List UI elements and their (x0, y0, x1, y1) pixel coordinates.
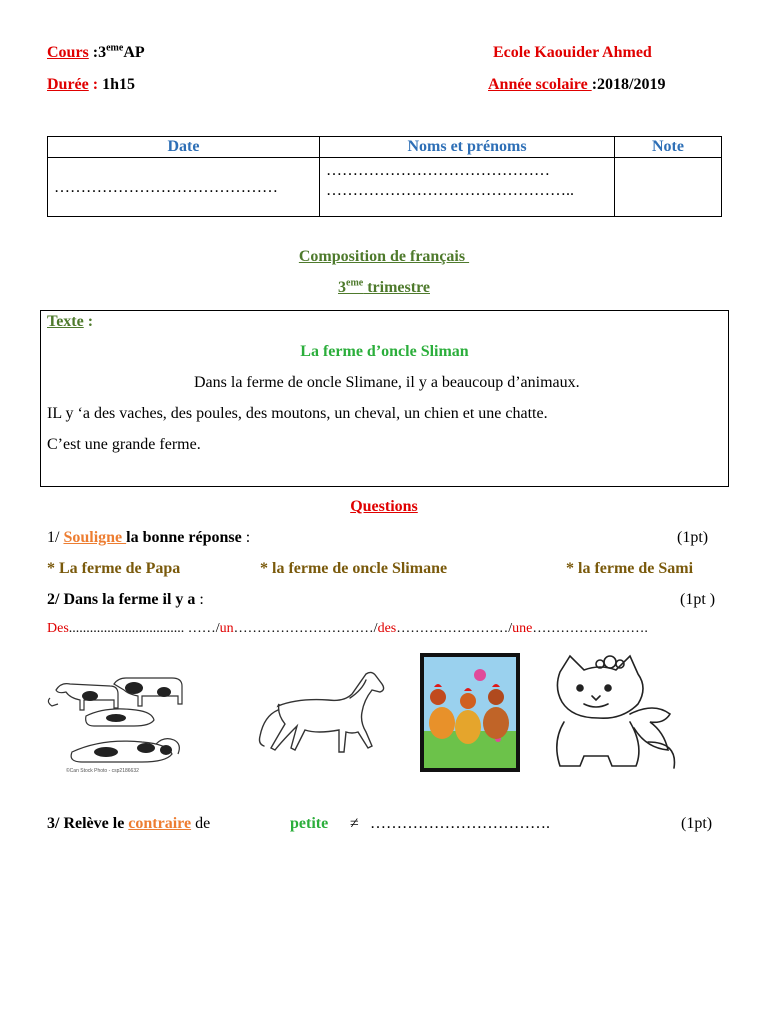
q2-text: 2/ Dans la ferme il y a (47, 591, 196, 608)
date-header: Date (48, 137, 320, 158)
text-label (47, 313, 93, 331)
q3-answer-dots[interactable]: ……………………………. (370, 815, 550, 832)
cours-sep: :3 (88, 44, 107, 61)
cours-label: Cours (47, 44, 89, 61)
duree-sep: : (88, 76, 103, 93)
date-dots: …………………………………… (54, 179, 278, 196)
fill-dots-3: ……………………/ (396, 621, 513, 636)
chickens-image (420, 653, 520, 772)
year-line (488, 76, 665, 94)
note-header: Note (615, 137, 722, 158)
names-header: Noms et prénoms (320, 137, 615, 158)
note-cell[interactable] (615, 158, 722, 217)
student-info-table (47, 136, 722, 217)
cours-sup: eme (106, 42, 124, 54)
q3-points: (1pt) (681, 815, 713, 832)
fill-des-1: Des (47, 621, 69, 636)
term-sup: eme (346, 277, 364, 289)
q1-keyword: Souligne (63, 529, 127, 546)
not-equal-sign: ≠ (350, 815, 359, 832)
q3-keyword: contraire (128, 815, 192, 832)
q1-colon: : (241, 529, 251, 546)
cours-value: AP (123, 44, 145, 61)
cat-image (540, 652, 682, 770)
questions-heading: Questions (350, 498, 418, 515)
names-dots-1: …………………………………… (326, 162, 550, 179)
table-header-row (48, 137, 722, 158)
cows-image (46, 668, 191, 774)
fill-dots-1: ................................. ……/ (68, 621, 220, 636)
photo-caption: ©Can Stock Photo - csp2186632 (66, 768, 139, 774)
date-cell[interactable] (48, 158, 320, 217)
names-cell[interactable] (320, 158, 615, 217)
fill-dots-4: ……………………. (532, 621, 648, 636)
q1-num: 1/ (47, 529, 64, 546)
term-rest: trimestre (363, 279, 430, 296)
story-title: La ferme d’oncle Sliman (300, 343, 469, 360)
school-name: Ecole Kaouider Ahmed (493, 44, 652, 61)
q2-points: (1pt ) (680, 591, 716, 608)
q1-rest: la bonne réponse (126, 529, 242, 546)
texte-colon: : (83, 313, 94, 330)
fill-une: une (512, 621, 533, 636)
q2-colon: : (195, 591, 204, 608)
term-num: 3 (338, 279, 346, 296)
duree-value: 1h15 (102, 76, 135, 93)
q1-option-3[interactable]: * la ferme de Sami (566, 560, 694, 577)
text-box (40, 310, 729, 487)
names-dots-2: ……………………………………….. (326, 182, 574, 199)
fill-un: un (219, 621, 234, 636)
q1-points: (1pt) (677, 529, 709, 546)
texte-label: Texte (47, 313, 84, 330)
story-line-1: Dans la ferme de oncle Slimane, il y a beaucoup d’animaux. (194, 374, 580, 391)
q3-rest: de (191, 815, 211, 832)
question-2 (47, 591, 204, 609)
question-3 (47, 815, 210, 833)
q3-word: petite (290, 815, 329, 832)
q1-option-2[interactable]: * la ferme de oncle Slimane (260, 560, 448, 577)
cours-line (47, 44, 145, 62)
story-line-3: C’est une grande ferme. (47, 436, 201, 453)
q2-fill-line[interactable] (47, 621, 648, 637)
exam-title: Composition de français (298, 248, 470, 265)
table-row (48, 158, 722, 217)
duree-line (47, 76, 135, 94)
year-value: :2018/2019 (591, 76, 666, 93)
question-1 (47, 529, 250, 547)
fill-dots-2: …………………………/ (233, 621, 378, 636)
year-label: Année scolaire (488, 76, 592, 93)
q1-option-1[interactable]: * La ferme de Papa (47, 560, 181, 577)
story-line-2: IL y ‘a des vaches, des poules, des moutons, un cheval, un chien et une chatte. (47, 405, 548, 422)
duree-label: Durée (47, 76, 89, 93)
horse-image (250, 666, 390, 766)
fill-des-2: des (377, 621, 397, 636)
q3-text: 3/ Relève le (47, 815, 129, 832)
exam-term (0, 279, 768, 297)
